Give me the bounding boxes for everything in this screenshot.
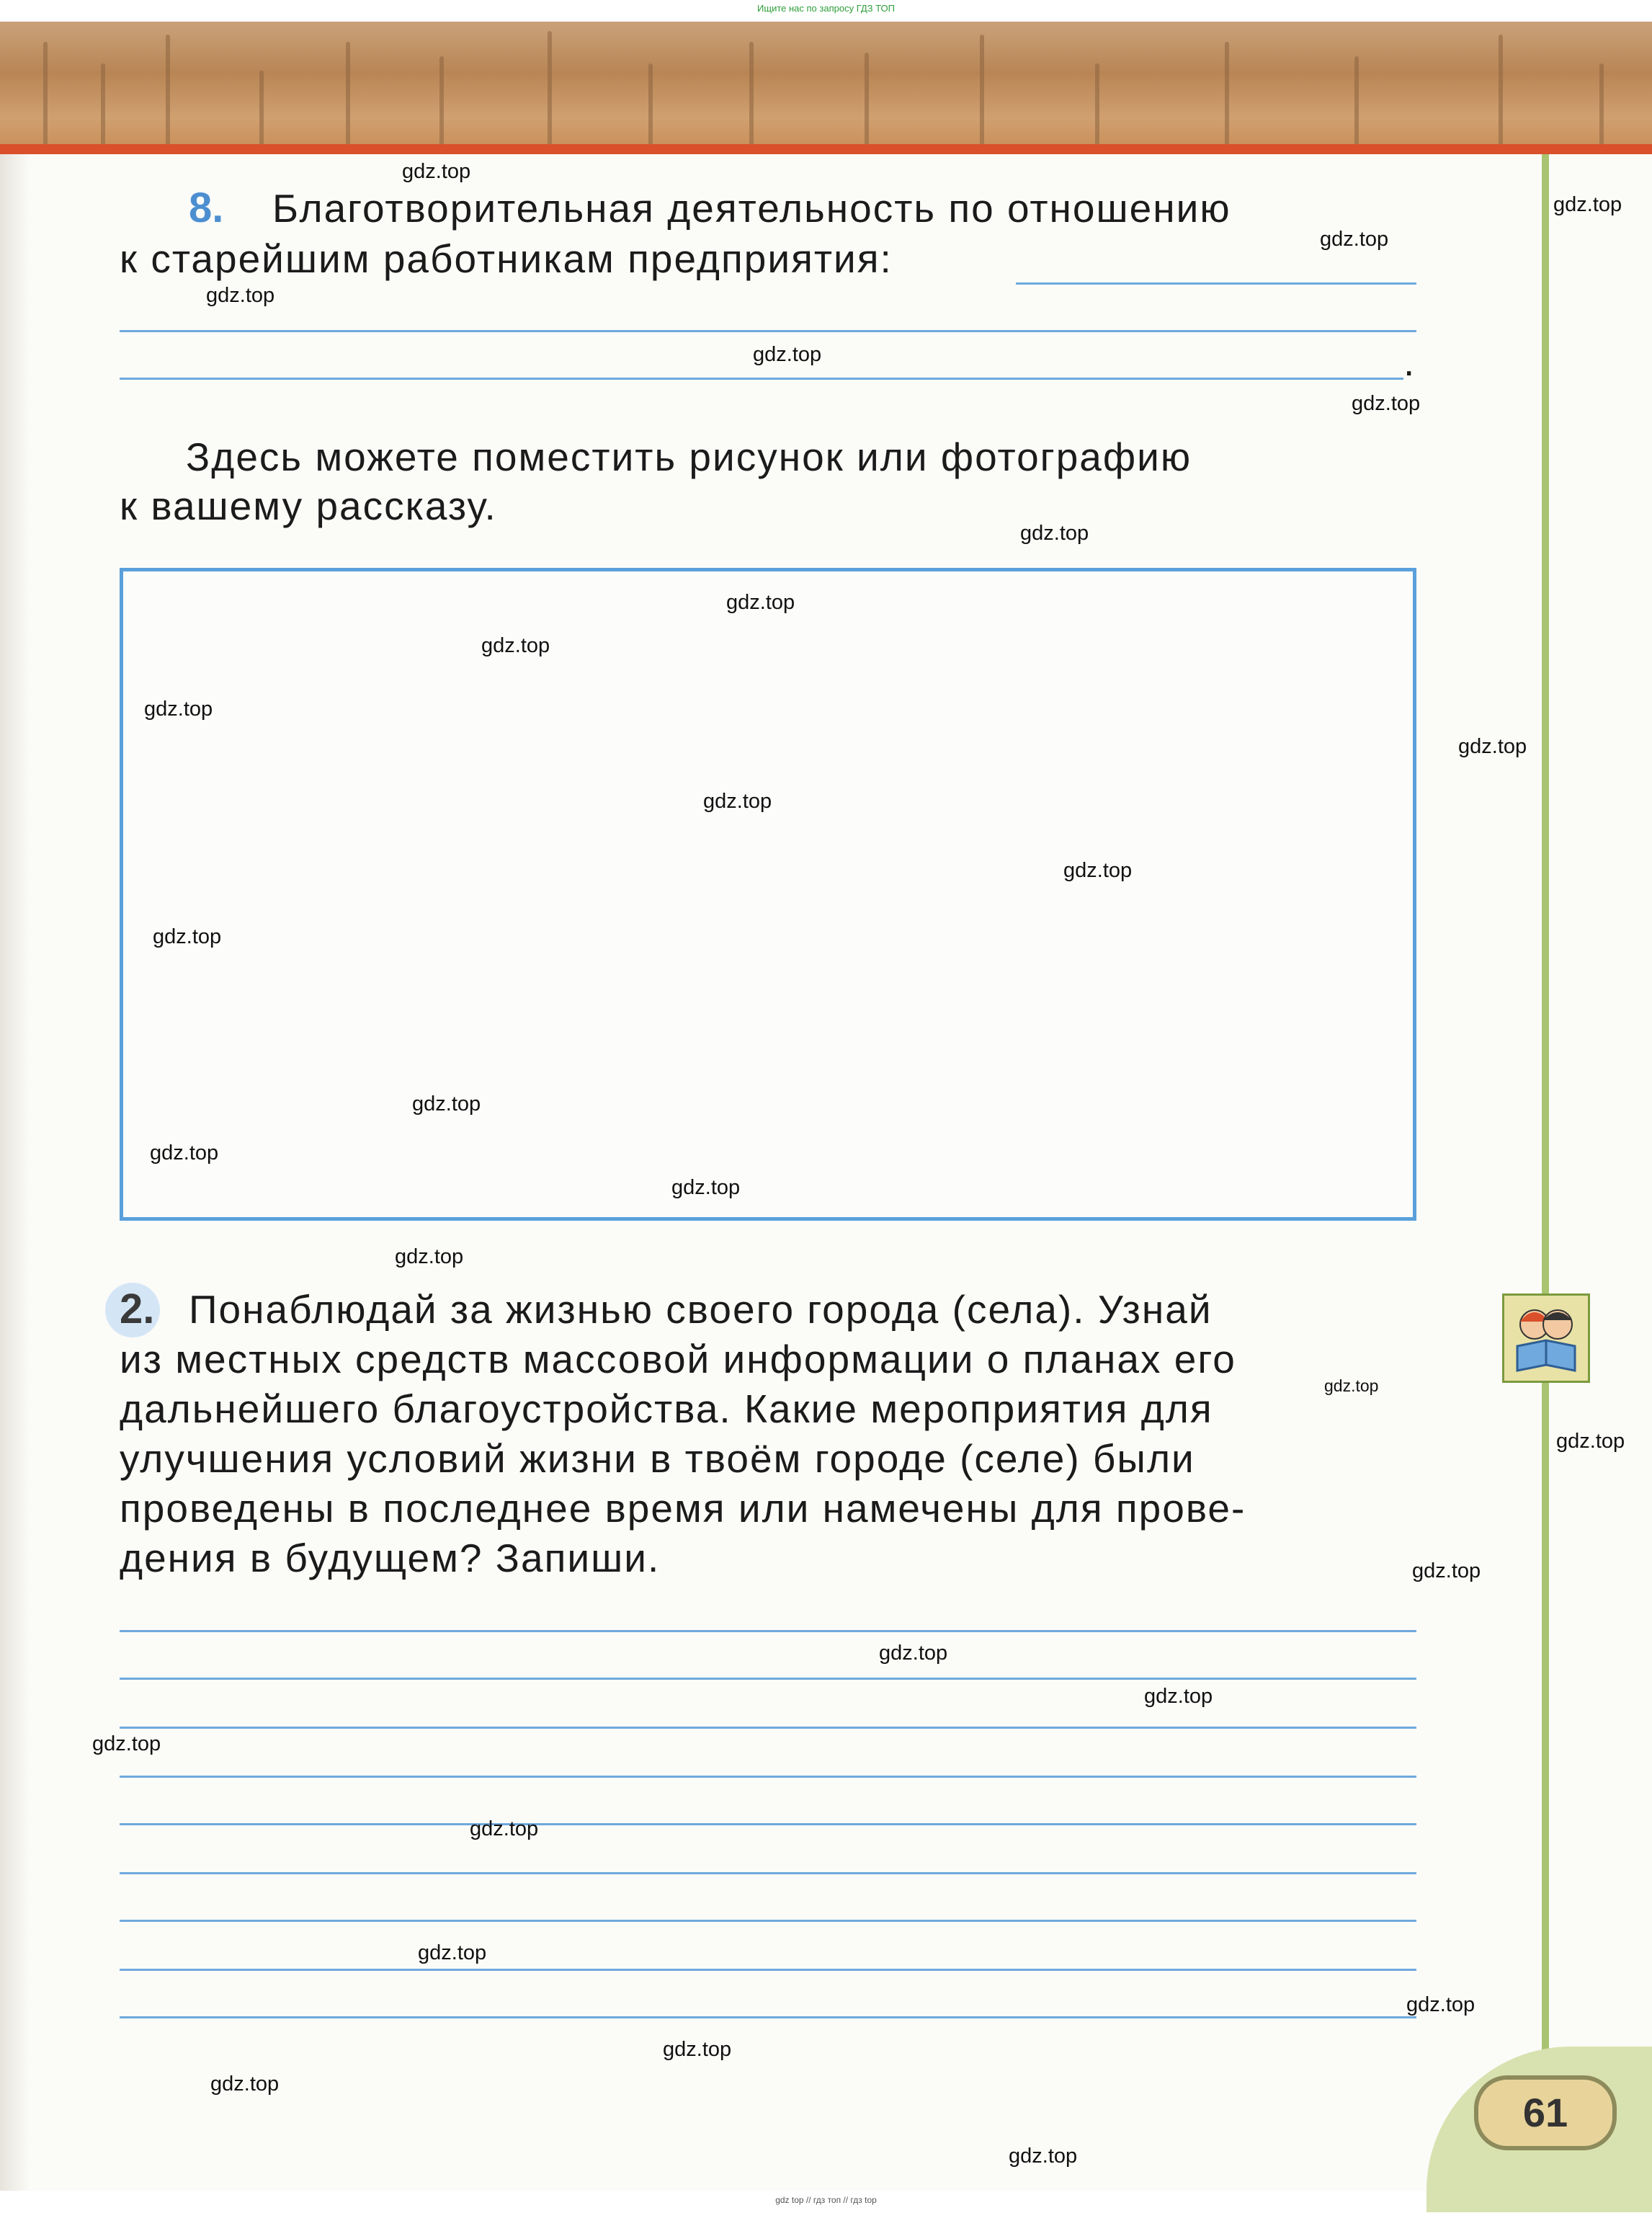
- watermark: gdz.top: [1406, 1993, 1475, 2016]
- task-2-line-3: дальнейшего благоустройства. Какие мероприятия для: [120, 1386, 1213, 1431]
- task-8-line-2: к старейшим работникам предприятия:: [120, 236, 893, 281]
- task-2-line-4: улучшения условий жизни в твоём городе (селе) были: [120, 1436, 1195, 1481]
- watermark: gdz.top: [412, 1092, 481, 1116]
- answer-line[interactable]: [1016, 282, 1416, 285]
- watermark: gdz.top: [1458, 735, 1527, 758]
- header-photo: [0, 22, 1652, 150]
- line-end-period: .: [1403, 339, 1415, 384]
- watermark: gdz.top: [92, 1732, 161, 1755]
- photo-box[interactable]: [120, 568, 1416, 1221]
- watermark: gdz.top: [1144, 1685, 1213, 1708]
- watermark: gdz.top: [402, 160, 471, 183]
- task-8-number: 8.: [189, 184, 224, 231]
- watermark: gdz.top: [663, 2038, 732, 2061]
- bottom-note: gdz top // гдз топ // гдз top: [775, 2195, 877, 2205]
- watermark: gdz.top: [879, 1642, 948, 1665]
- watermark: gdz.top: [481, 634, 550, 657]
- watermark: gdz.top: [726, 591, 795, 614]
- answer-line[interactable]: [120, 1920, 1416, 1922]
- task-2-line-1: Понаблюдай за жизнью своего города (села). Узнай: [189, 1287, 1213, 1332]
- photo-prompt-line-1: Здесь можете поместить рисунок или фотографию: [186, 435, 1192, 479]
- watermark: gdz.top: [703, 790, 772, 813]
- watermark: gdz.top: [1324, 1376, 1379, 1395]
- photo-prompt-line-2: к вашему рассказу.: [120, 484, 497, 528]
- watermark: gdz.top: [1556, 1430, 1625, 1453]
- watermark: gdz.top: [150, 1141, 219, 1165]
- children-reading-book-icon: [1502, 1293, 1590, 1383]
- watermark: gdz.top: [153, 925, 222, 948]
- page-number: 61: [1474, 2075, 1617, 2150]
- watermark: gdz.top: [395, 1245, 464, 1268]
- answer-line[interactable]: [120, 378, 1403, 380]
- margin-bar: [1542, 154, 1549, 2114]
- answer-line[interactable]: [120, 1776, 1416, 1778]
- answer-line[interactable]: [120, 1969, 1416, 1971]
- watermark: gdz.top: [1063, 859, 1133, 882]
- answer-line[interactable]: [120, 1630, 1416, 1632]
- answer-line[interactable]: [120, 1823, 1416, 1825]
- header-stripe: [0, 144, 1652, 154]
- watermark: gdz.top: [753, 343, 822, 366]
- watermark: gdz.top: [470, 1817, 539, 1840]
- task-8-line-1: Благотворительная деятельность по отношению: [272, 186, 1231, 231]
- top-note: Ищите нас по запросу ГДЗ ТОП: [757, 3, 895, 14]
- watermark: gdz.top: [1352, 392, 1421, 415]
- answer-line[interactable]: [120, 330, 1416, 332]
- answer-line[interactable]: [120, 1678, 1416, 1680]
- task-2-line-5: проведены в последнее время или намечены для прове-: [120, 1486, 1246, 1531]
- watermark: gdz.top: [1320, 228, 1389, 251]
- answer-line[interactable]: [120, 1727, 1416, 1729]
- watermark: gdz.top: [1553, 193, 1622, 216]
- answer-line[interactable]: [120, 2016, 1416, 2018]
- page-spine-shadow: [0, 154, 30, 2191]
- watermark: gdz.top: [210, 2072, 280, 2096]
- watermark: gdz.top: [144, 698, 213, 721]
- watermark: gdz.top: [206, 284, 275, 307]
- watermark: gdz.top: [418, 1941, 487, 1964]
- watermark: gdz.top: [671, 1176, 741, 1199]
- task-2-number: 2.: [120, 1286, 155, 1332]
- task-2-line-6: дения в будущем? Запиши.: [120, 1536, 661, 1580]
- watermark: gdz.top: [1020, 522, 1089, 545]
- answer-line[interactable]: [120, 1872, 1416, 1874]
- task-2-line-2: из местных средств массовой информации о планах его: [120, 1337, 1236, 1381]
- watermark: gdz.top: [1009, 2145, 1078, 2168]
- watermark: gdz.top: [1412, 1559, 1481, 1582]
